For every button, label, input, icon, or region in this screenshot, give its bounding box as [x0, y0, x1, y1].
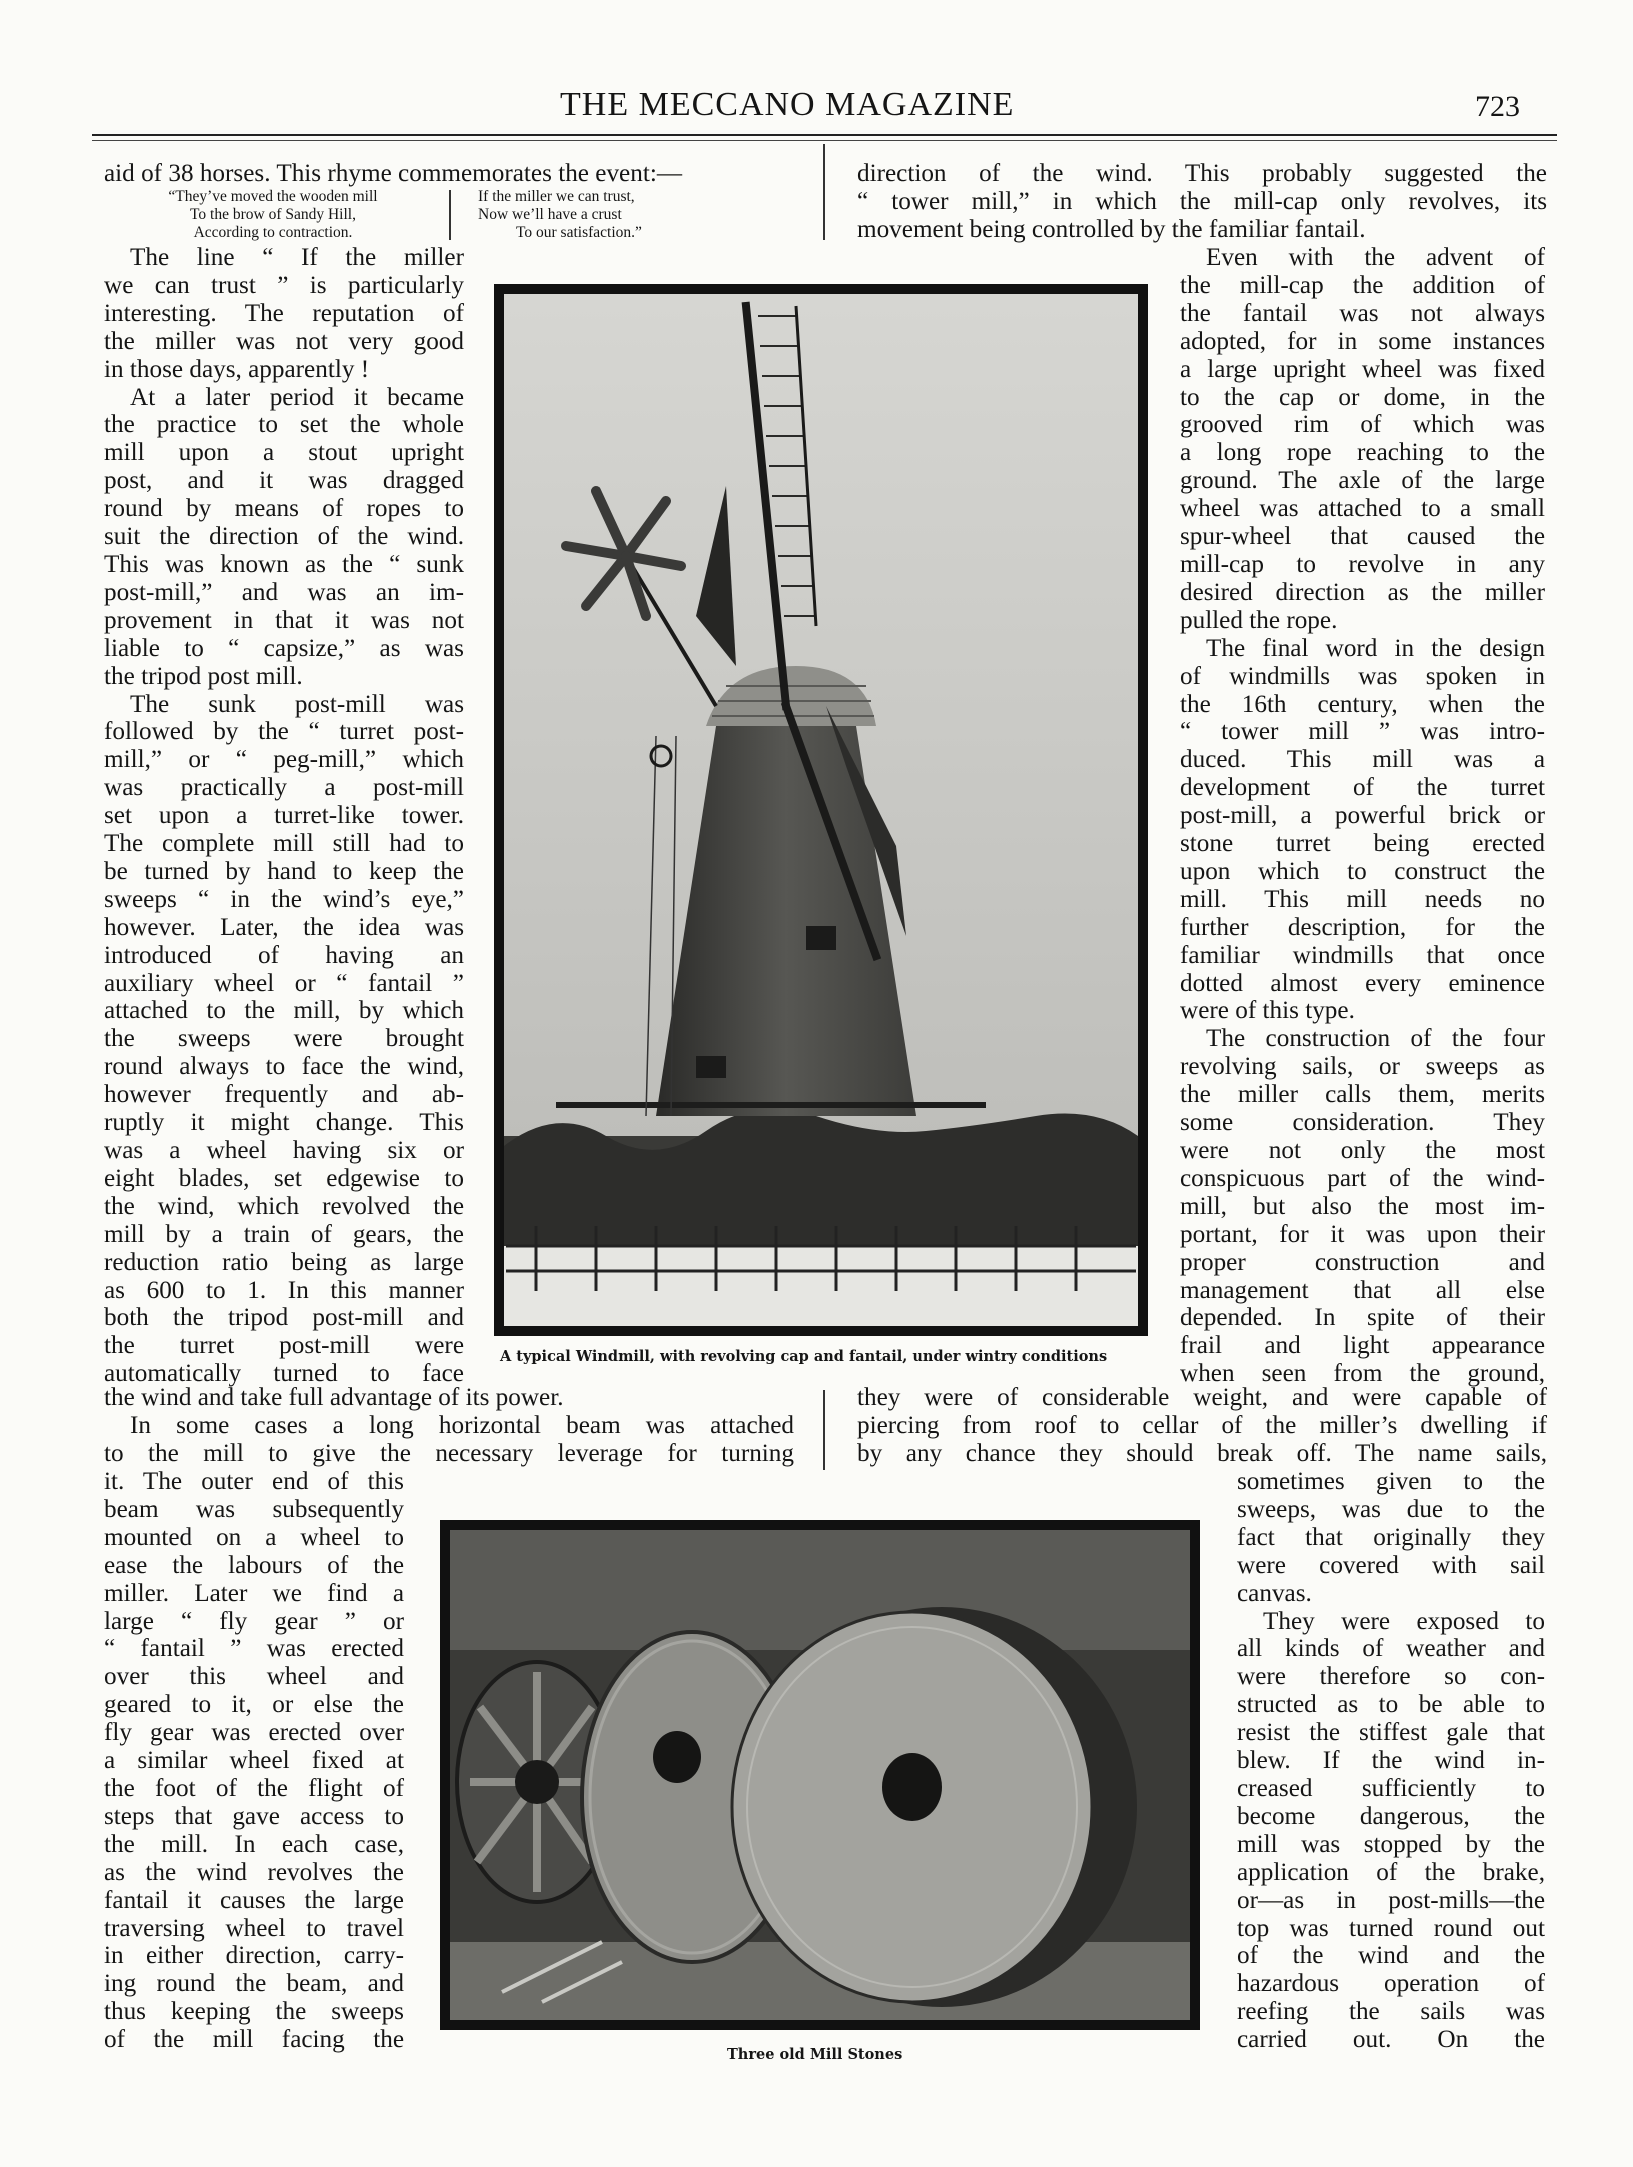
col-left-lower: [104, 1468, 404, 2054]
text-line: The line “ If the miller: [130, 244, 464, 271]
text-line: in either direction, carry-: [104, 1942, 404, 1970]
col-left-narrow: [104, 244, 464, 1388]
text-line: they were of considerable weight, and were capable of: [857, 1384, 1547, 1411]
text-line: suit the direction of the wind.: [104, 523, 464, 551]
text-line: the turret post-mill were: [104, 1332, 464, 1360]
text-line: all kinds of weather and: [1237, 1635, 1545, 1663]
text-line: reefing the sails was: [1237, 1998, 1545, 2026]
text-line: however. Later, the idea was: [104, 913, 464, 941]
magazine-title: THE MECCANO MAGAZINE: [560, 86, 1015, 123]
text-line: of the mill facing the: [104, 2026, 404, 2054]
header-rule-thin: [92, 140, 1557, 141]
column-divider-top: [823, 144, 825, 240]
text-line: The construction of the four: [1206, 1025, 1545, 1053]
verse-line: According to contraction.: [193, 224, 353, 241]
text-line: thus keeping the sweeps: [104, 1998, 404, 2026]
text-line: The sunk post-mill was: [130, 690, 464, 718]
text-line: depended. In spite of their: [1180, 1304, 1545, 1332]
text-line: in those days, apparently !: [104, 355, 370, 383]
text-line: resist the stiffest gale that: [1237, 1719, 1545, 1747]
text-line: as the wind revolves the: [104, 1858, 404, 1886]
text-line: mill. This mill needs no: [1180, 885, 1545, 913]
text-line: round always to face the wind,: [104, 1053, 464, 1081]
text-line: ruptly it might change. This: [104, 1109, 464, 1137]
text-line: adopted, for in some instances: [1180, 327, 1545, 355]
text-line: the sweeps were brought: [104, 1025, 464, 1053]
text-line: some consideration. They: [1180, 1109, 1545, 1137]
verse-right: [478, 188, 758, 242]
text-line: followed by the “ turret post-: [104, 718, 464, 746]
text-line: wheel was attached to a small: [1180, 495, 1545, 523]
text-line: dotted almost every eminence: [1180, 969, 1545, 997]
column-divider-mid: [823, 1390, 825, 1470]
text-line: proper construction and: [1180, 1248, 1545, 1276]
text-line: auxiliary wheel or “ fantail ”: [104, 969, 464, 997]
text-line: conspicuous part of the wind-: [1180, 1164, 1545, 1192]
text-line: it. The outer end of this: [104, 1468, 404, 1495]
text-line: Even with the advent of: [1206, 244, 1545, 271]
verse-line: If the miller we can trust,: [478, 188, 635, 205]
text-line: frail and light appearance: [1180, 1332, 1545, 1360]
text-line: reduction ratio being as large: [104, 1248, 464, 1276]
text-line: both the tripod post-mill and: [104, 1304, 464, 1332]
text-line: a large upright wheel was fixed: [1180, 355, 1545, 383]
text-line: interesting. The reputation of: [104, 299, 464, 327]
text-line: desired direction as the miller: [1180, 578, 1545, 606]
verse-line: “They’ve moved the wooden mill: [168, 188, 378, 205]
text-line: structed as to be able to: [1237, 1691, 1545, 1719]
verse-divider: [449, 190, 451, 240]
text-line: fly gear was erected over: [104, 1719, 404, 1747]
text-line: liable to “ capsize,” as was: [104, 634, 464, 662]
text-line: spur-wheel that caused the: [1180, 523, 1545, 551]
text-line: to the mill to give the necessary leverage for turning: [104, 1439, 794, 1467]
text-line: The complete mill still had to: [104, 830, 464, 858]
text-line: hazardous operation of: [1237, 1970, 1545, 1998]
text-line: mill upon a stout upright: [104, 439, 464, 467]
text-line: This was known as the “ sunk: [104, 550, 464, 578]
col-right-narrow: [1180, 244, 1545, 1388]
text-line: when seen from the ground,: [1180, 1360, 1545, 1388]
text-line: the practice to set the whole: [104, 411, 464, 439]
text-line: ease the labours of the: [104, 1551, 404, 1579]
text-line: top was turned round out: [1237, 1914, 1545, 1942]
text-line: were covered with sail: [1237, 1551, 1545, 1579]
text-line: or—as in post-mills—the: [1237, 1886, 1545, 1914]
col-right-top: [857, 160, 1547, 244]
text-line: the miller calls them, merits: [1180, 1081, 1545, 1109]
text-line: familiar windmills that once: [1180, 941, 1545, 969]
text-line: In some cases a long horizontal beam was attached: [130, 1411, 794, 1439]
text-line: of windmills was spoken in: [1180, 662, 1545, 690]
text-line: be turned by hand to keep the: [104, 857, 464, 885]
windmill-caption: A typical Windmill, with revolving cap and fantail, under wintry conditions: [500, 1348, 1108, 1365]
text-line: the 16th century, when the: [1180, 690, 1545, 718]
text-line: attached to the mill, by which: [104, 997, 464, 1025]
text-line: to the cap or dome, in the: [1180, 383, 1545, 411]
text-line: piercing from roof to cellar of the miller’s dwelling if: [857, 1411, 1547, 1439]
text-line: sweeps, was due to the: [1237, 1495, 1545, 1523]
text-line: revolving sails, or sweeps as: [1180, 1053, 1545, 1081]
page-number: 723: [1475, 90, 1520, 123]
text-line: sometimes given to the: [1237, 1468, 1545, 1495]
text-line: the mill. In each case,: [104, 1830, 404, 1858]
text-line: mill,” or “ peg-mill,” which: [104, 746, 464, 774]
text-line: were therefore so con-: [1237, 1663, 1545, 1691]
text-line: mill by a train of gears, the: [104, 1220, 464, 1248]
millstones-caption: Three old Mill Stones: [727, 2046, 903, 2063]
text-line: introduced of having an: [104, 941, 464, 969]
text-line: were not only the most: [1180, 1137, 1545, 1164]
text-line: mill-cap to revolve in any: [1180, 550, 1545, 578]
text-line: the wind, which revolved the: [104, 1192, 464, 1220]
text-line: portant, for it was upon their: [1180, 1220, 1545, 1248]
text-line: mill, but also the most im-: [1180, 1192, 1545, 1220]
windmill-photo: [494, 284, 1148, 1336]
text-line: “ fantail ” was erected: [104, 1635, 404, 1663]
text-line: creased sufficiently to: [1237, 1774, 1545, 1802]
text-line: as 600 to 1. In this manner: [104, 1276, 464, 1304]
text-line: post-mill,” and was an im-: [104, 578, 464, 606]
text-line: movement being controlled by the familiar fantail.: [857, 215, 1366, 243]
text-line: grooved rim of which was: [1180, 411, 1545, 439]
text-line: the wind and take full advantage of its power.: [104, 1384, 564, 1411]
text-line: the tripod post mill.: [104, 662, 303, 690]
text-line: steps that gave access to: [104, 1802, 404, 1830]
col-right-full: [857, 1384, 1547, 1468]
text-line: a similar wheel fixed at: [104, 1747, 404, 1775]
text-line: “ tower mill ” was intro-: [1180, 718, 1545, 746]
text-line: traversing wheel to travel: [104, 1914, 404, 1942]
text-line: round by means of ropes to: [104, 495, 464, 523]
text-line: mounted on a wheel to: [104, 1523, 404, 1551]
text-line: ing round the beam, and: [104, 1970, 404, 1998]
text-line: become dangerous, the: [1237, 1802, 1545, 1830]
text-line: were of this type.: [1180, 997, 1355, 1025]
text-line: The final word in the design: [1206, 634, 1545, 662]
text-line: the mill-cap the addition of: [1180, 271, 1545, 299]
intro-line: aid of 38 horses. This rhyme commemorates the event:—: [104, 160, 683, 187]
col-left-full: [104, 1384, 794, 1468]
text-line: application of the brake,: [1237, 1858, 1545, 1886]
text-line: over this wheel and: [104, 1663, 404, 1691]
col-right-lower: [1237, 1468, 1545, 2054]
text-line: a long rope reaching to the: [1180, 439, 1545, 467]
text-line: however frequently and ab-: [104, 1081, 464, 1109]
verse-line: Now we’ll have a crust: [478, 206, 622, 223]
text-line: beam was subsequently: [104, 1495, 404, 1523]
text-line: by any chance they should break off. The name sails,: [857, 1439, 1547, 1467]
text-line: was practically a post-mill: [104, 774, 464, 802]
text-line: geared to it, or else the: [104, 1691, 404, 1719]
text-line: post, and it was dragged: [104, 467, 464, 495]
text-line: blew. If the wind in-: [1237, 1747, 1545, 1775]
text-line: pulled the rope.: [1180, 606, 1338, 634]
text-line: canvas.: [1237, 1579, 1312, 1607]
text-line: miller. Later we find a: [104, 1579, 404, 1607]
text-line: carried out. On the: [1237, 2026, 1545, 2054]
text-line: further description, for the: [1180, 913, 1545, 941]
verse-line: To the brow of Sandy Hill,: [190, 206, 356, 223]
millstones-photo: [440, 1520, 1200, 2030]
text-line: duced. This mill was a: [1180, 746, 1545, 774]
text-line: mill was stopped by the: [1237, 1830, 1545, 1858]
text-line: the foot of the flight of: [104, 1774, 404, 1802]
text-line: direction of the wind. This probably suggested the: [857, 160, 1547, 187]
text-line: “ tower mill,” in which the mill-cap only revolves, its: [857, 187, 1547, 215]
text-line: fact that originally they: [1237, 1523, 1545, 1551]
text-line: At a later period it became: [130, 383, 464, 411]
text-line: stone turret being erected: [1180, 830, 1545, 858]
verse-left: [108, 188, 438, 242]
text-line: They were exposed to: [1263, 1607, 1545, 1635]
header-rule: [92, 134, 1557, 136]
text-line: the fantail was not always: [1180, 299, 1545, 327]
text-line: development of the turret: [1180, 774, 1545, 802]
text-line: eight blades, set edgewise to: [104, 1164, 464, 1192]
text-line: set upon a turret-like tower.: [104, 802, 464, 830]
text-line: of the wind and the: [1237, 1942, 1545, 1970]
text-line: automatically turned to face: [104, 1360, 464, 1388]
text-line: ground. The axle of the large: [1180, 467, 1545, 495]
text-line: sweeps “ in the wind’s eye,”: [104, 885, 464, 913]
text-line: fantail it causes the large: [104, 1886, 404, 1914]
text-line: upon which to construct the: [1180, 857, 1545, 885]
text-line: we can trust ” is particularly: [104, 271, 464, 299]
text-line: management that all else: [1180, 1276, 1545, 1304]
text-line: post-mill, a powerful brick or: [1180, 802, 1545, 830]
text-line: the miller was not very good: [104, 327, 464, 355]
text-line: provement in that it was not: [104, 606, 464, 634]
text-line: large “ fly gear ” or: [104, 1607, 404, 1635]
text-line: was a wheel having six or: [104, 1137, 464, 1164]
verse-line: To our satisfaction.”: [516, 224, 642, 241]
